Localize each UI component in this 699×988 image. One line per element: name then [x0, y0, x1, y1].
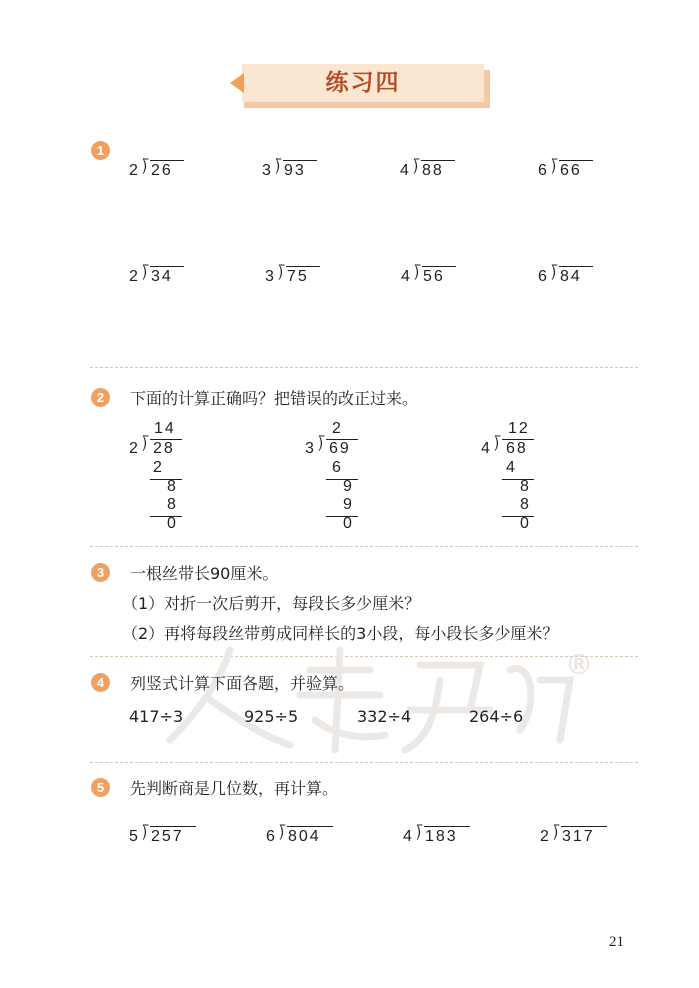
product-step: 6: [332, 459, 341, 476]
dividend: 28: [153, 440, 175, 457]
divisor: 6: [266, 828, 275, 845]
section-divider: [90, 546, 638, 547]
subtraction-line: [326, 479, 358, 480]
subtraction-line: [502, 516, 534, 517]
division-bracket-icon: ⟌: [318, 437, 325, 454]
quotient: 12: [508, 420, 530, 437]
long-division: [538, 160, 608, 184]
division-bar: [559, 160, 593, 161]
vertical-division: [129, 420, 209, 530]
dividend: 26: [151, 162, 173, 179]
division-bar: [150, 160, 184, 161]
division-bar: [286, 266, 320, 267]
problem-number-4: 4: [91, 673, 110, 692]
division-bracket-icon: ⟌: [275, 160, 282, 177]
long-division: [262, 160, 332, 184]
division-bracket-icon: ⟌: [553, 826, 560, 843]
long-division: [129, 826, 209, 850]
division-bracket-icon: ⟌: [494, 437, 501, 454]
divisor: 4: [401, 268, 410, 285]
product-step: 8: [520, 496, 529, 513]
divisor: 2: [540, 828, 549, 845]
long-division: [400, 160, 470, 184]
division-bar: [150, 266, 184, 267]
vertical-division: [481, 420, 561, 530]
divisor: 2: [129, 440, 138, 457]
long-division: [129, 160, 199, 184]
divisor: 5: [129, 828, 138, 845]
divisor: 4: [400, 162, 409, 179]
division-bracket-icon: ⟌: [551, 266, 558, 283]
division-expression: 417÷3: [129, 707, 184, 726]
division-bar: [283, 160, 317, 161]
division-bracket-icon: ⟌: [551, 160, 558, 177]
dividend: 93: [284, 162, 306, 179]
dividend: 34: [151, 268, 173, 285]
product-step: 8: [167, 496, 176, 513]
division-expression: 332÷4: [357, 707, 412, 726]
division-bracket-icon: ⟌: [142, 826, 149, 843]
product-step: 9: [343, 496, 352, 513]
divisor: 3: [305, 440, 314, 457]
problem-3-question-1: （1）对折一次后剪开，每段长多少厘米？: [122, 594, 421, 613]
long-division: [266, 826, 346, 850]
problem-2-prompt: 下面的计算正确吗？把错误的改正过来。: [130, 389, 419, 408]
final-remainder: 0: [343, 515, 352, 532]
dividend: 183: [425, 828, 458, 845]
division-bracket-icon: ⟌: [279, 826, 286, 843]
subtraction-line: [502, 479, 534, 480]
dividend: 84: [560, 268, 582, 285]
final-remainder: 0: [167, 515, 176, 532]
problem-3-prompt: 一根丝带长90厘米。: [130, 564, 279, 583]
long-division: [265, 266, 335, 290]
division-bar: [287, 826, 333, 827]
subtraction-line: [150, 516, 182, 517]
dividend: 257: [151, 828, 184, 845]
long-division: [538, 266, 608, 290]
product-step: 2: [153, 459, 162, 476]
long-division: [401, 266, 471, 290]
problem-number-2: 2: [91, 388, 110, 407]
problem-3-question-2: （2）再将每段丝带剪成同样长的3小段，每小段长多少厘米？: [122, 624, 559, 643]
division-bar: [424, 826, 470, 827]
dividend: 66: [560, 162, 582, 179]
dividend: 69: [329, 440, 351, 457]
divisor: 2: [129, 162, 138, 179]
quotient: 2: [332, 420, 341, 437]
watermark-logo: [140, 640, 580, 760]
long-division: [129, 266, 199, 290]
dividend: 88: [422, 162, 444, 179]
remainder-step: 8: [520, 478, 529, 495]
division-expression: 925÷5: [244, 707, 299, 726]
long-division: [403, 826, 483, 850]
section-divider: [90, 762, 638, 763]
exercise-banner: [230, 64, 490, 108]
divisor: 6: [538, 162, 547, 179]
division-bracket-icon: ⟌: [414, 266, 421, 283]
subtraction-line: [326, 516, 358, 517]
remainder-step: 9: [343, 478, 352, 495]
dividend: 56: [423, 268, 445, 285]
problem-number-3: 3: [91, 563, 110, 582]
divisor: 3: [265, 268, 274, 285]
dividend: 68: [506, 440, 528, 457]
problem-4-prompt: 列竖式计算下面各题，并验算。: [130, 674, 355, 693]
division-bracket-icon: ⟌: [142, 437, 149, 454]
division-bar: [422, 266, 456, 267]
divisor: 3: [262, 162, 271, 179]
product-step: 4: [506, 459, 515, 476]
registered-mark-icon: ®: [565, 648, 593, 681]
divisor: 2: [129, 268, 138, 285]
dividend: 804: [288, 828, 321, 845]
division-bar: [561, 826, 607, 827]
section-divider: [90, 367, 638, 368]
page-title: 练习四: [325, 69, 401, 96]
division-bracket-icon: ⟌: [413, 160, 420, 177]
divisor: 4: [403, 828, 412, 845]
page-number: 21: [609, 934, 624, 950]
division-bracket-icon: ⟌: [142, 160, 149, 177]
division-bar: [421, 160, 455, 161]
problem-5-prompt: 先判断商是几位数，再计算。: [130, 779, 339, 798]
divisor: 6: [538, 268, 547, 285]
division-expression: 264÷6: [469, 707, 524, 726]
divisor: 4: [481, 440, 490, 457]
division-bracket-icon: ⟌: [416, 826, 423, 843]
final-remainder: 0: [520, 515, 529, 532]
subtraction-line: [150, 479, 182, 480]
long-division: [540, 826, 620, 850]
division-bar: [559, 266, 593, 267]
quotient: 14: [154, 420, 176, 437]
dividend: 317: [562, 828, 595, 845]
dividend: 75: [287, 268, 309, 285]
division-bracket-icon: ⟌: [278, 266, 285, 283]
problem-number-5: 5: [91, 778, 110, 797]
vertical-division: [305, 420, 385, 530]
division-bar: [150, 826, 196, 827]
remainder-step: 8: [167, 478, 176, 495]
division-bracket-icon: ⟌: [142, 266, 149, 283]
problem-number-1: 1: [91, 141, 110, 160]
